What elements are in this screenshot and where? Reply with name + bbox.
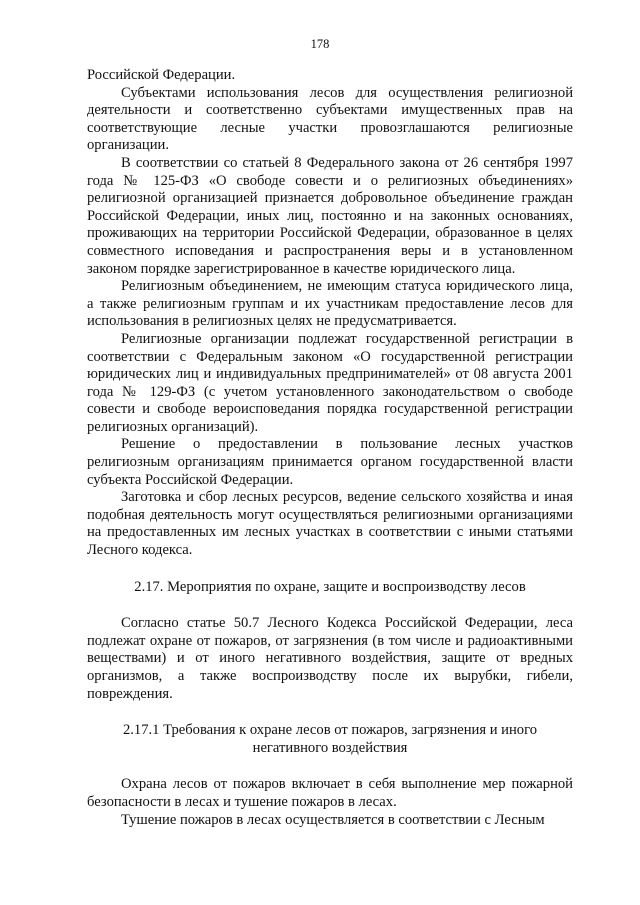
paragraph-continuation: Российской Федерации. — [87, 67, 236, 83]
paragraph-subjects: Субъектами использования лесов для осуществления религиозной деятельности и соответственно субъектами имущественных прав на соответствующие лесные участки провозглашаются религиозные организации. — [87, 84, 573, 154]
section-heading-2-17: 2.17. Мероприятия по охране, защите и воспроизводству лесов — [134, 578, 526, 595]
paragraph-registration: Религиозные организации подлежат государственной регистрации в соответствии с Федеральным законом «О государственной регистрации юридических лиц и индивидуальных предпринимателей» от 08 августа 2001 года № 129-ФЗ (с учетом установленного законодательством о свободе совести и свободе вероисповедания порядка государственной регистрации религиозных организаций). — [87, 330, 573, 435]
paragraph-fire-protection: Охрана лесов от пожаров включает в себя выполнение мер пожарной безопасности в лесах и тушение пожаров в лесах. — [87, 776, 573, 810]
paragraph-harvesting: Заготовка и сбор лесных ресурсов, ведение сельского хозяйства и иная подобная деятельность могут осуществляться религиозными организациями на предоставленных им лесных участках в соответствии с иными статьями Лесного кодекса. — [87, 489, 573, 559]
paragraph-law-125: В соответствии со статьей 8 Федерального закона от 26 сентября 1997 года № 125-ФЗ «О свободе совести и о религиозных объединениях» религиозной организацией признается добровольное объединение граждан Российской Федерации, иных лиц, постоянно и на законных основаниях, проживающих на территории Российской Федерации, образованное в целях совместного исповедания и распространения веры и в установленном законом порядке зарегистрированное в качестве юридического лица. — [87, 154, 573, 277]
page-number: 178 — [310, 37, 330, 51]
paragraph-fire-extinguishing: Тушение пожаров в лесах осуществляется в соответствии с Лесным — [121, 811, 545, 828]
paragraph-decision: Решение о предоставлении в пользование лесных участков религиозным организациям принимается органом государственной власти субъекта Российской Федерации. — [87, 436, 573, 488]
body-text — [87, 67, 573, 829]
section-heading-2-17-1 — [87, 722, 573, 757]
paragraph-religious-association: Религиозным объединением, не имеющим статуса юридического лица, а также религиозным группам и их участникам предоставление лесов для использования в религиозных целях не предусматривается. — [87, 278, 573, 330]
paragraph-article-50-7: Согласно статье 50.7 Лесного Кодекса Российской Федерации, леса подлежат охране от пожаров, от загрязнения (в том числе и радиоактивными веществами) и от иного негативного воздействия, защите от вредных организмов, а также воспроизводству после их вырубки, гибели, повреждения. — [87, 615, 573, 702]
section-heading-2-17-1-line2: негативного воздействия — [252, 739, 408, 756]
section-heading-2-17-1-line1: 2.17.1 Требования к охране лесов от пожаров, загрязнения и иного — [122, 722, 538, 739]
